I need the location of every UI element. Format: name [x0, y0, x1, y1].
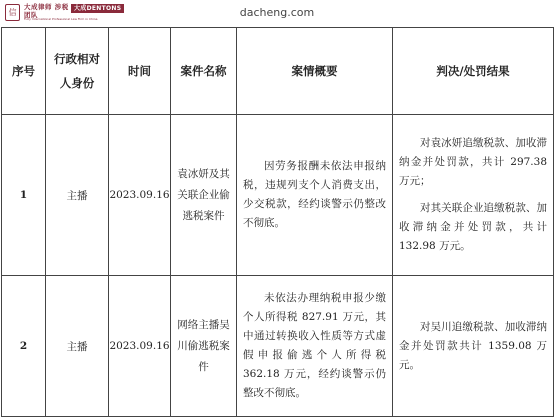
header-identity: 行政相对人身份 [46, 28, 109, 115]
row-no: 1 [2, 115, 46, 276]
logo-chinese: 大成律师 涉税团队 [24, 3, 69, 19]
row-case-name: 袁冰妍及其关联企业偷逃税案件 [171, 115, 237, 276]
table-row [2, 115, 554, 276]
row-identity: 主播 [46, 115, 109, 276]
logo-subtitle: Fully International Professional Law Firm in China [24, 17, 98, 21]
table-header-row [2, 28, 554, 115]
row-no: 2 [2, 276, 46, 417]
site-url: dacheng.com [239, 6, 315, 19]
header-case-name: 案件名称 [171, 28, 237, 115]
tax-case-table [1, 27, 554, 417]
row-summary: 因劳务报酬未依法申报纳税，违规列支个人消费支出，少交税款，经约谈警示仍整改不彻底。 [237, 115, 393, 276]
header-no: 序号 [2, 28, 46, 115]
row-result [393, 276, 554, 417]
row-identity: 主播 [46, 276, 109, 417]
table-row [2, 276, 554, 417]
page-header [0, 0, 554, 26]
row-result [393, 115, 554, 276]
row-summary: 未依法办理纳税申报少缴个人所得税 827.91 万元，其中通过转换收入性质等方式虚假申报偷逃个人所得税 362.18 万元，经约谈警示仍整改不彻底。 [237, 276, 393, 417]
row-date: 2023.09.16 [109, 276, 171, 417]
dentons-badge: 大成DENTONS [71, 4, 124, 13]
result-item: 对吴川追缴税款、加收滞纳金并处罚款共计 1359.08 万元。 [399, 320, 547, 371]
dacheng-seal-icon: 信 [5, 4, 20, 21]
result-item: 对其关联企业追缴税款、加收滞纳金并处罚款，共计 132.98 万元。 [399, 202, 547, 252]
result-item: 对袁冰妍追缴税款、加收滞纳金并处罚款，共计 297.38 万元； [399, 137, 547, 187]
row-case-name: 网络主播吴川偷逃税案件 [171, 276, 237, 417]
header-date: 时间 [109, 28, 171, 115]
header-result: 判决/处罚结果 [393, 28, 554, 115]
row-date: 2023.09.16 [109, 115, 171, 276]
header-summary: 案情概要 [237, 28, 393, 115]
